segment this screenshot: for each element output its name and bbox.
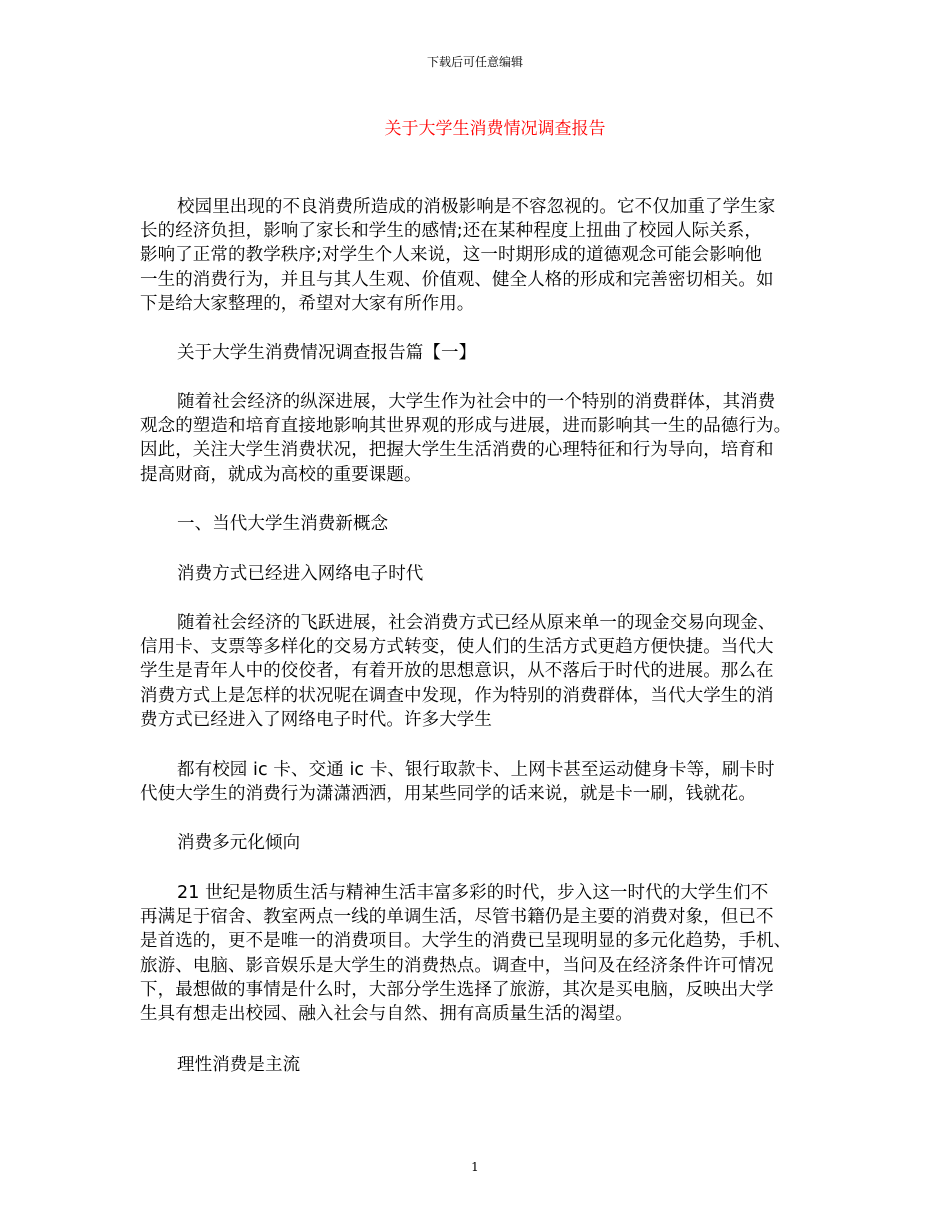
- paragraph-line: 是首选的，更不是唯一的消费项目。大学生的消费已呈现明显的多元化趋势，手机、: [140, 931, 792, 952]
- paragraph-line: 消费多元化倾向: [177, 833, 301, 853]
- paragraph-diversification: [140, 881, 820, 1026]
- subheading-rational-consumption: [140, 1053, 820, 1077]
- paragraph-line: 一生的消费行为，并且与其人生观、价值观、健全人格的形成和完善密切相关。如: [140, 269, 774, 290]
- paragraph-cards: [140, 758, 820, 806]
- paragraph-line: 理性消费是主流: [177, 1055, 301, 1075]
- page-number: 1: [471, 1160, 479, 1174]
- paragraph-line: 提高财商，就成为高校的重要课题。: [140, 464, 422, 485]
- paragraph-line: 随着社会经济的纵深进展，大学生作为社会中的一个特别的消费群体，其消费: [177, 392, 776, 412]
- paragraph-payment-methods: [140, 611, 820, 732]
- paragraph-line: 下，最想做的事情是什么时，大部分学生选择了旅游，其次是买电脑，反映出大学: [140, 979, 774, 1000]
- paragraph-line: 旅游、电脑、影音娱乐是大学生的消费热点。调查中，当问及在经济条件许可情况: [140, 955, 774, 976]
- paragraph-line: 校园里出现的不良消费所造成的消极影响是不容忽视的。它不仅加重了学生家: [177, 197, 776, 217]
- paragraph-line: 都有校园 ic 卡、交通 ic 卡、银行取款卡、上网卡甚至运动健身卡等，刷卡时: [177, 760, 775, 780]
- subheading-network-era: [140, 562, 820, 586]
- section-heading: [140, 341, 820, 365]
- paragraph-intro: [140, 195, 820, 316]
- paragraph-line: 生具有想走出校园、融入社会与自然、拥有高质量生活的渴望。: [140, 1004, 633, 1025]
- paragraph-line: 信用卡、支票等多样化的交易方式转变，使人们的生活方式更趋方便快捷。当代大: [140, 637, 774, 658]
- paragraph-line: 观念的塑造和培育直接地影响其世界观的形成与进展，进而影响其一生的品德行为。: [140, 416, 792, 437]
- paragraph-line: 因此，关注大学生消费状况，把握大学生生活消费的心理特征和行为导向，培育和: [140, 440, 774, 461]
- subheading-new-concept: [140, 512, 820, 536]
- header-note: 下载后可任意编辑: [426, 55, 523, 69]
- paragraph-line: 学生是青年人中的佼佼者，有着开放的思想意识，从不落后于时代的进展。那么在: [140, 661, 774, 682]
- paragraph-line: 随着社会经济的飞跃进展，社会消费方式已经从原来单一的现金交易向现金、: [177, 613, 776, 633]
- paragraph-line: 21 世纪是物质生活与精神生活丰富多彩的时代，步入这一时代的大学生们不: [177, 883, 769, 903]
- paragraph-line: 消费方式上是怎样的状况呢在调查中发现，作为特别的消费群体，当代大学生的消: [140, 685, 774, 706]
- paragraph-line: 长的经济负担，影响了家长和学生的感情;还在某种程度上扭曲了校园人际关系，: [140, 221, 762, 242]
- paragraph-line: 消费方式已经进入网络电子时代: [177, 564, 424, 584]
- subheading-diversification: [140, 831, 820, 855]
- paragraph-line: 一、当代大学生消费新概念: [177, 514, 389, 534]
- paragraph-line: 再满足于宿舍、教室两点一线的单调生活，尽管书籍仍是主要的消费对象，但已不: [140, 907, 774, 928]
- paragraph-line: 关于大学生消费情况调查报告篇【一】: [177, 343, 477, 363]
- paragraph-line: 代使大学生的消费行为潇潇洒洒，用某些同学的话来说，就是卡一刷，钱就花。: [140, 784, 756, 805]
- document-title: 关于大学生消费情况调查报告: [384, 119, 606, 139]
- paragraph-line: 影响了正常的教学秩序;对学生个人来说，这一时期形成的道德观念可能会影响他: [140, 245, 762, 266]
- paragraph-background: [140, 390, 820, 487]
- paragraph-line: 下是给大家整理的，希望对大家有所作用。: [140, 293, 475, 314]
- paragraph-line: 费方式已经进入了网络电子时代。许多大学生: [140, 709, 492, 730]
